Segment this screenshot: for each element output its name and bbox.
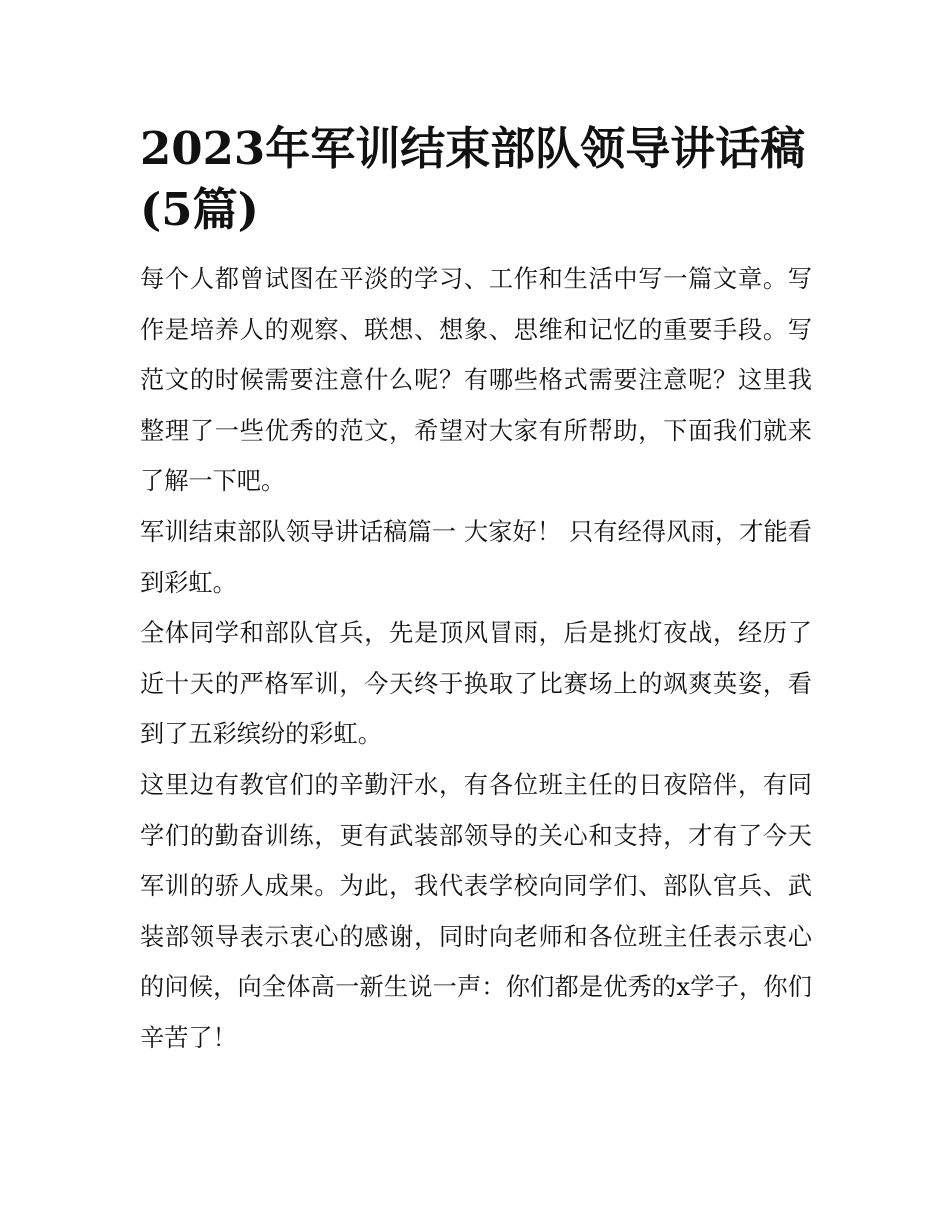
document-body: [140, 118, 812, 1064]
paragraph-training: 全体同学和部队官兵，先是顶风冒雨，后是挑灯夜战，经历了近十天的严格军训，今天终于换取了比赛场上的飒爽英姿，看到了五彩缤纷的彩虹。: [140, 619, 812, 749]
paragraph-thanks: 这里边有教官们的辛勤汗水，有各位班主任的日夜陪伴，有同学们的勤奋训练，更有武装部领导的关心和支持，才有了今天军训的骄人成果。为此，我代表学校向同学们、部队官兵、武装部领导表示衷心的感谢，同时向老师和各位班主任表示衷心的问候，向全体高一新生说一声：你们都是优秀的x学子，你们辛苦了！: [140, 770, 812, 1052]
document-title: 2023年军训结束部队领导讲话稿(5篇): [140, 122, 806, 236]
paragraph-intro: 每个人都曾试图在平淡的学习、工作和生活中写一篇文章。写作是培养人的观察、联想、想象、思维和记忆的重要手段。写范文的时候需要注意什么呢？有哪些格式需要注意呢？这里我整理了一些优秀的范文，希望对大家有所帮助，下面我们就来了解一下吧。: [140, 265, 812, 496]
paragraph-greeting: 军训结束部队领导讲话稿篇一 大家好！ 只有经得风雨，才能看到彩虹。: [140, 517, 812, 597]
